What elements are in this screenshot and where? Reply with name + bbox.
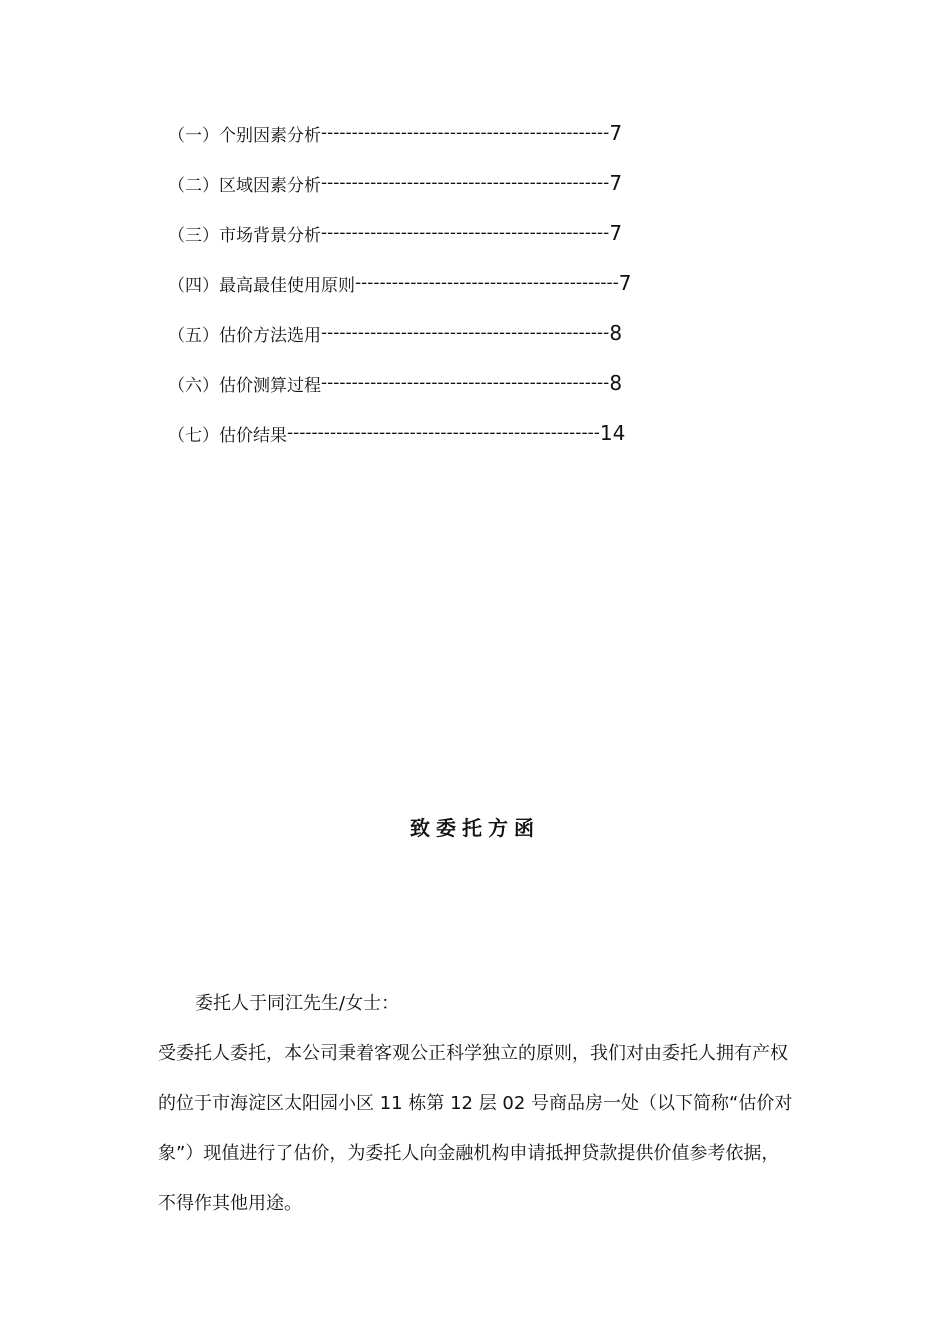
toc-entry-title: （七）估价结果 — [168, 425, 287, 446]
toc-entry[interactable] — [168, 308, 728, 358]
toc-entry-page: 8 — [609, 371, 623, 395]
toc-entry[interactable] — [168, 108, 728, 158]
toc-entry-leader: ----------------------------------------------- — [321, 123, 610, 143]
toc-entry-title: （三）市场背景分析 — [168, 225, 321, 246]
letter-heading: 致委托方函 — [410, 816, 540, 840]
toc-entry[interactable] — [168, 258, 728, 308]
letter-body-line: 受委托人委托，本公司秉着客观公正科学独立的原则，我们对由委托人拥有产权 — [158, 1043, 788, 1064]
toc-entry-title: （五）估价方法选用 — [168, 325, 321, 346]
toc-entry[interactable] — [168, 408, 728, 458]
letter-body-line: 象”）现值进行了估价，为委托人向金融机构申请抵押贷款提供价值参考依据， — [158, 1143, 780, 1164]
toc-entry-page: 14 — [599, 421, 626, 445]
toc-entry[interactable] — [168, 358, 728, 408]
toc-entry[interactable] — [168, 158, 728, 208]
letter-body-line: 不得作其他用途。 — [158, 1193, 302, 1214]
letter-body-line: 的位于市海淀区太阳园小区 11 栋第 12 层 02 号商品房一处（以下简称“估价对 — [158, 1093, 793, 1114]
toc-entry-leader: --------------------------------------------------- — [287, 423, 600, 443]
toc-entry-title: （二）区域因素分析 — [168, 175, 321, 196]
toc-entry-title: （六）估价测算过程 — [168, 375, 321, 396]
toc-entry-page: 7 — [618, 271, 632, 295]
toc-entry-title: （一）个别因素分析 — [168, 125, 321, 146]
salutation: 委托人于同江先生/女士： — [195, 993, 400, 1014]
toc-entry-leader: ----------------------------------------------- — [321, 223, 610, 243]
letter-body — [158, 1038, 848, 1238]
toc-entry-page: 7 — [609, 221, 623, 245]
toc-entry-leader: ----------------------------------------------- — [321, 323, 610, 343]
toc-entry-leader: ------------------------------------------- — [355, 273, 619, 293]
table-of-contents — [168, 108, 728, 458]
toc-entry-leader: ----------------------------------------------- — [321, 173, 610, 193]
toc-entry[interactable] — [168, 208, 728, 258]
toc-entry-title: （四）最高最佳使用原则 — [168, 275, 355, 296]
toc-entry-page: 8 — [609, 321, 623, 345]
toc-entry-leader: ----------------------------------------------- — [321, 373, 610, 393]
toc-entry-page: 7 — [609, 121, 623, 145]
toc-entry-page: 7 — [609, 171, 623, 195]
